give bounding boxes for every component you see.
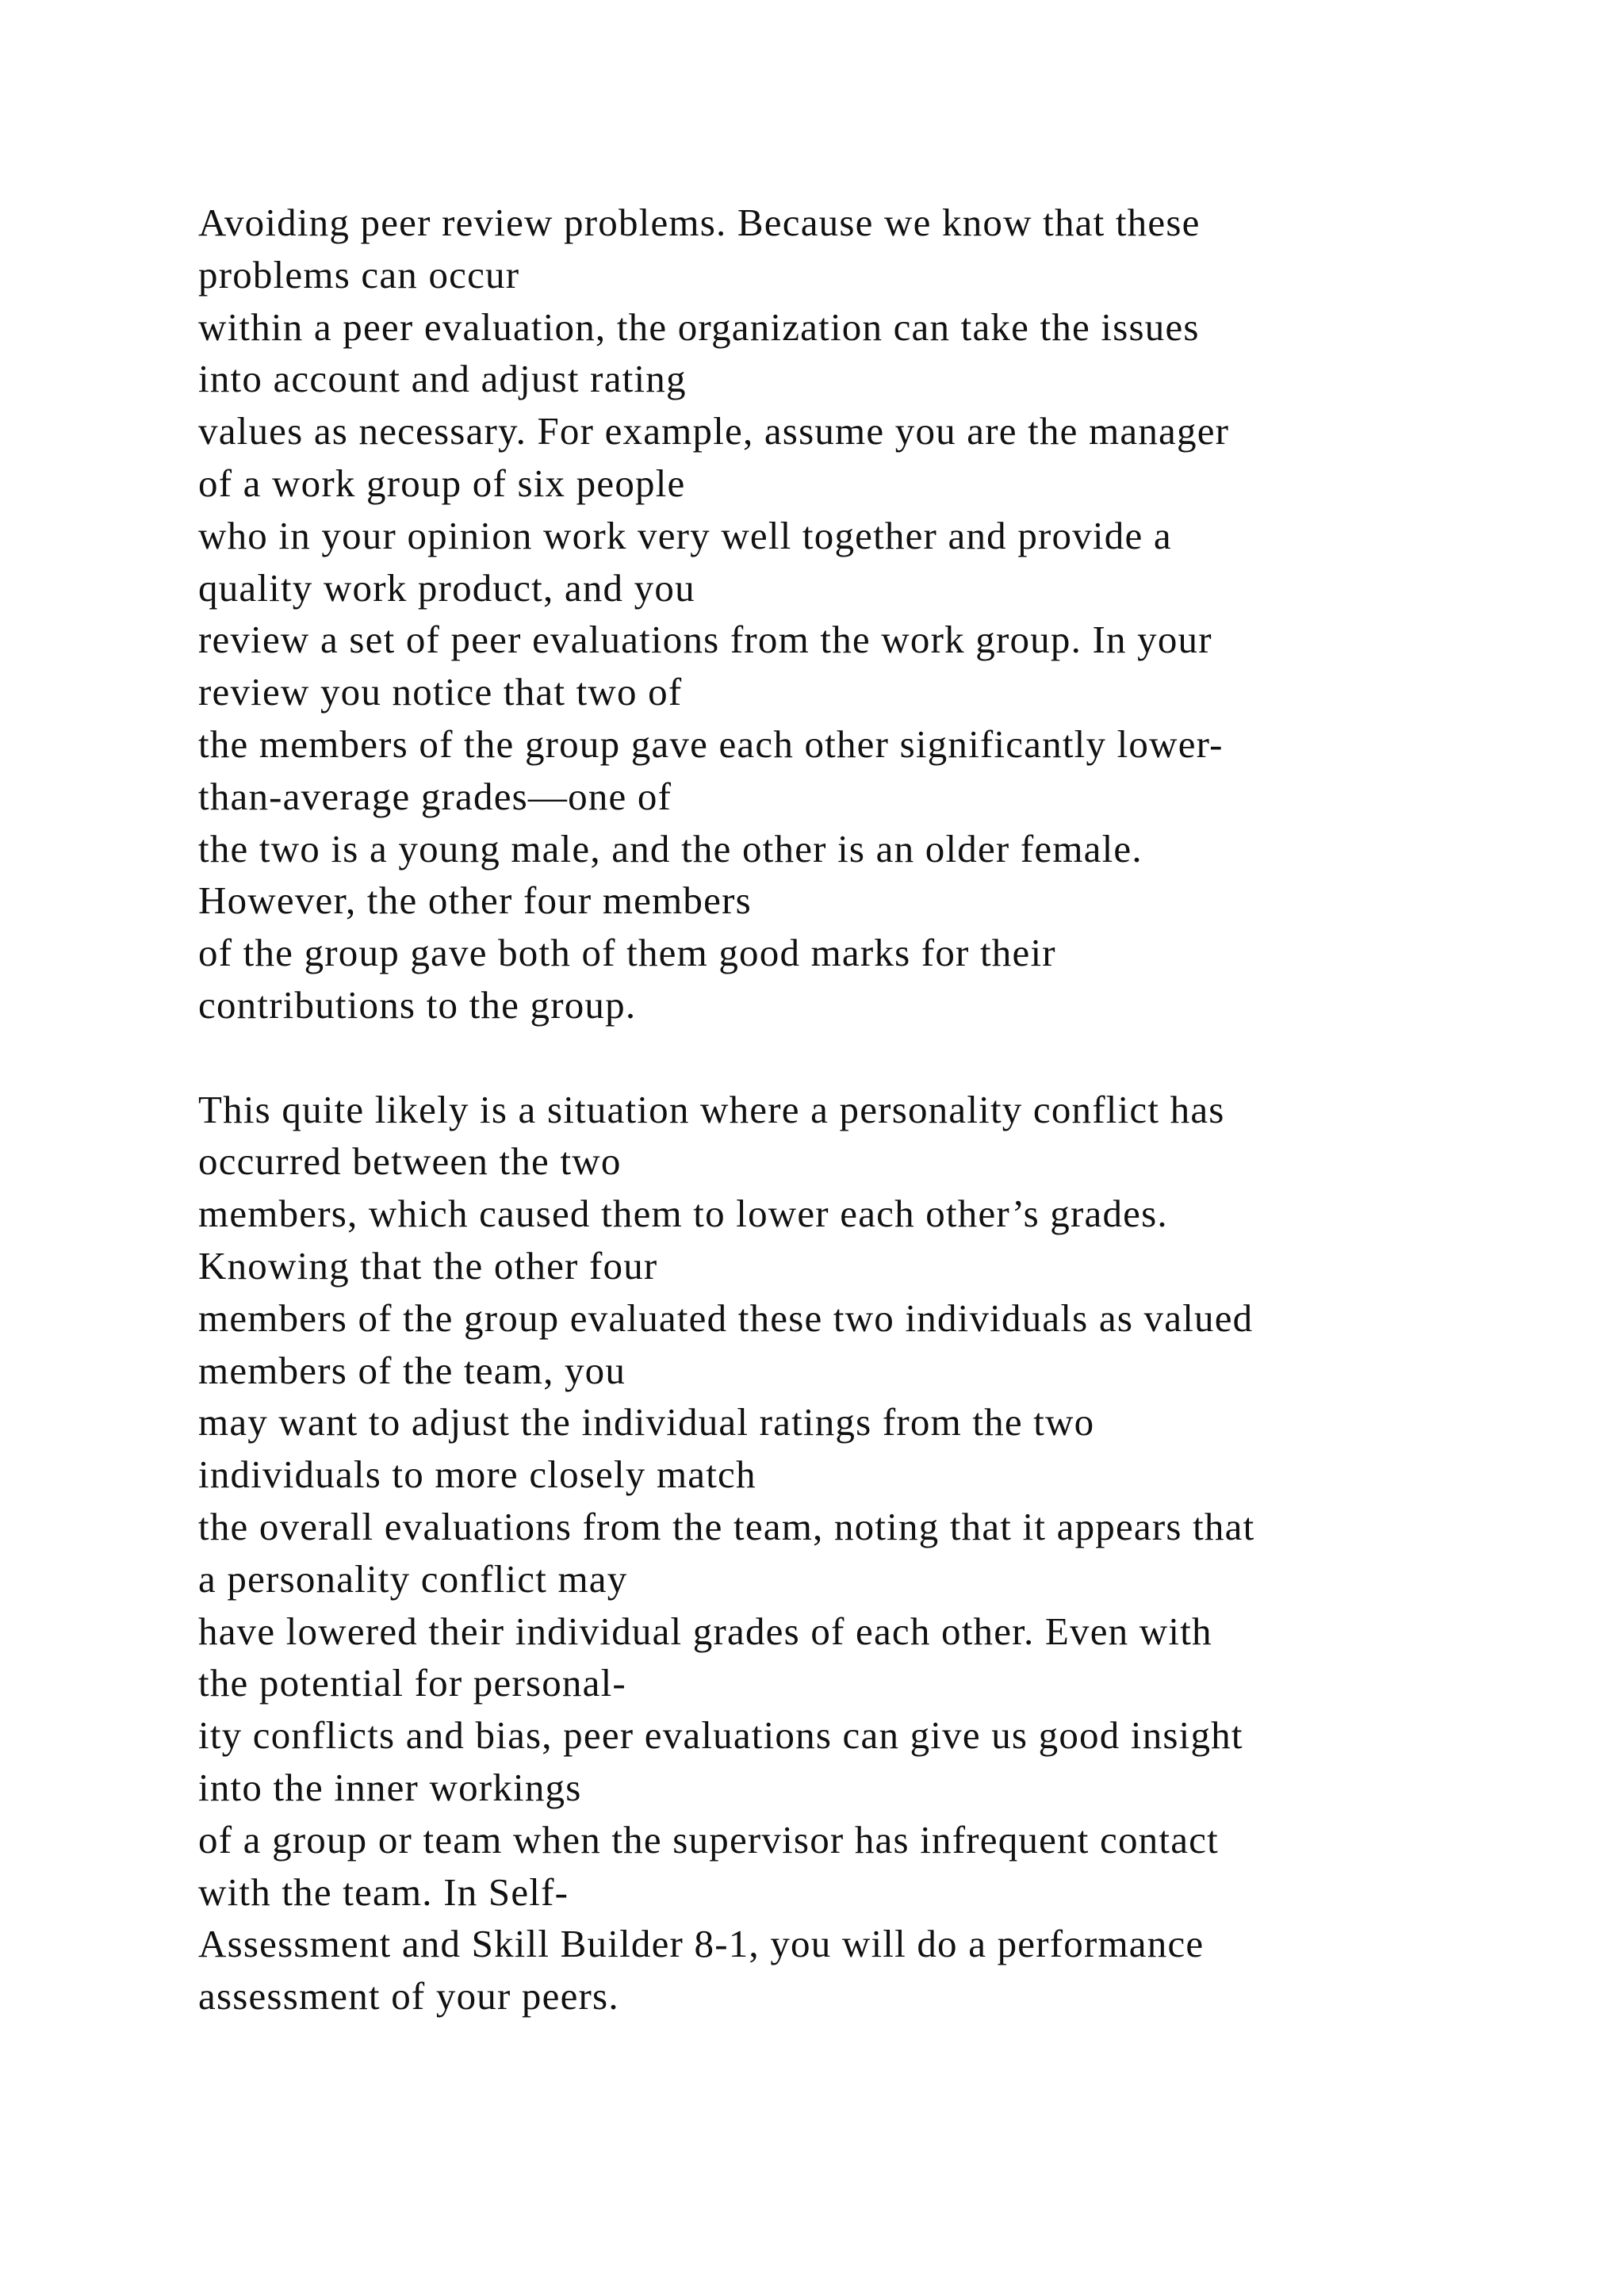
text-line: the two is a young male, and the other is an older female. bbox=[198, 826, 1143, 871]
text-line: of a group or team when the supervisor has infrequent contact bbox=[198, 1817, 1219, 1862]
text-line: may want to adjust the individual ratings from the two bbox=[198, 1400, 1095, 1445]
text-line: into the inner workings bbox=[198, 1765, 582, 1809]
text-line: into account and adjust rating bbox=[198, 357, 687, 401]
text-line: who in your opinion work very well together and provide a bbox=[198, 513, 1172, 557]
text-line: within a peer evaluation, the organization can take the issues bbox=[198, 304, 1200, 349]
text-line: review a set of peer evaluations from the work group. In your bbox=[198, 618, 1212, 662]
text-line: members, which caused them to lower each other’s grades. bbox=[198, 1192, 1168, 1236]
text-line: Knowing that the other four bbox=[198, 1243, 658, 1288]
text-line: problems can occur bbox=[198, 252, 520, 297]
text-line: contributions to the group. bbox=[198, 982, 637, 1027]
text-line: Avoiding peer review problems. Because we know that these bbox=[198, 201, 1201, 244]
text-line: the members of the group gave each other significantly lower- bbox=[198, 721, 1224, 766]
body-text bbox=[198, 197, 1594, 2022]
text-line: individuals to more closely match bbox=[198, 1452, 756, 1497]
text-line: quality work product, and you bbox=[198, 565, 695, 610]
text-line: with the team. In Self- bbox=[198, 1869, 569, 1914]
text-line: a personality conflict may bbox=[198, 1556, 628, 1601]
text-line: assessment of your peers. bbox=[198, 1974, 619, 2019]
text-line: review you notice that two of bbox=[198, 670, 683, 714]
text-line: occurred between the two bbox=[198, 1139, 622, 1184]
text-line: of a work group of six people bbox=[198, 461, 686, 505]
text-line: members of the team, you bbox=[198, 1348, 626, 1392]
text-line: than-average grades—one of bbox=[198, 774, 672, 818]
text-line: ity conflicts and bias, peer evaluations can give us good insight bbox=[198, 1713, 1243, 1758]
paragraph-personality-conflict bbox=[198, 1084, 1594, 2022]
text-line: Assessment and Skill Builder 8-1, you will do a performance bbox=[198, 1922, 1205, 1966]
text-line: have lowered their individual grades of each other. Even with bbox=[198, 1609, 1212, 1653]
paragraph-peer-review-problems bbox=[198, 197, 1594, 1031]
text-line: values as necessary. For example, assume you are the manager bbox=[198, 409, 1230, 453]
text-line: This quite likely is a situation where a personality conflict has bbox=[198, 1087, 1225, 1131]
text-line: of the group gave both of them good marks for their bbox=[198, 931, 1056, 975]
text-line: members of the group evaluated these two individuals as valued bbox=[198, 1295, 1254, 1340]
text-line: the potential for personal- bbox=[198, 1661, 626, 1705]
text-line: However, the other four members bbox=[198, 878, 752, 923]
text-line: the overall evaluations from the team, noting that it appears that bbox=[198, 1504, 1255, 1548]
